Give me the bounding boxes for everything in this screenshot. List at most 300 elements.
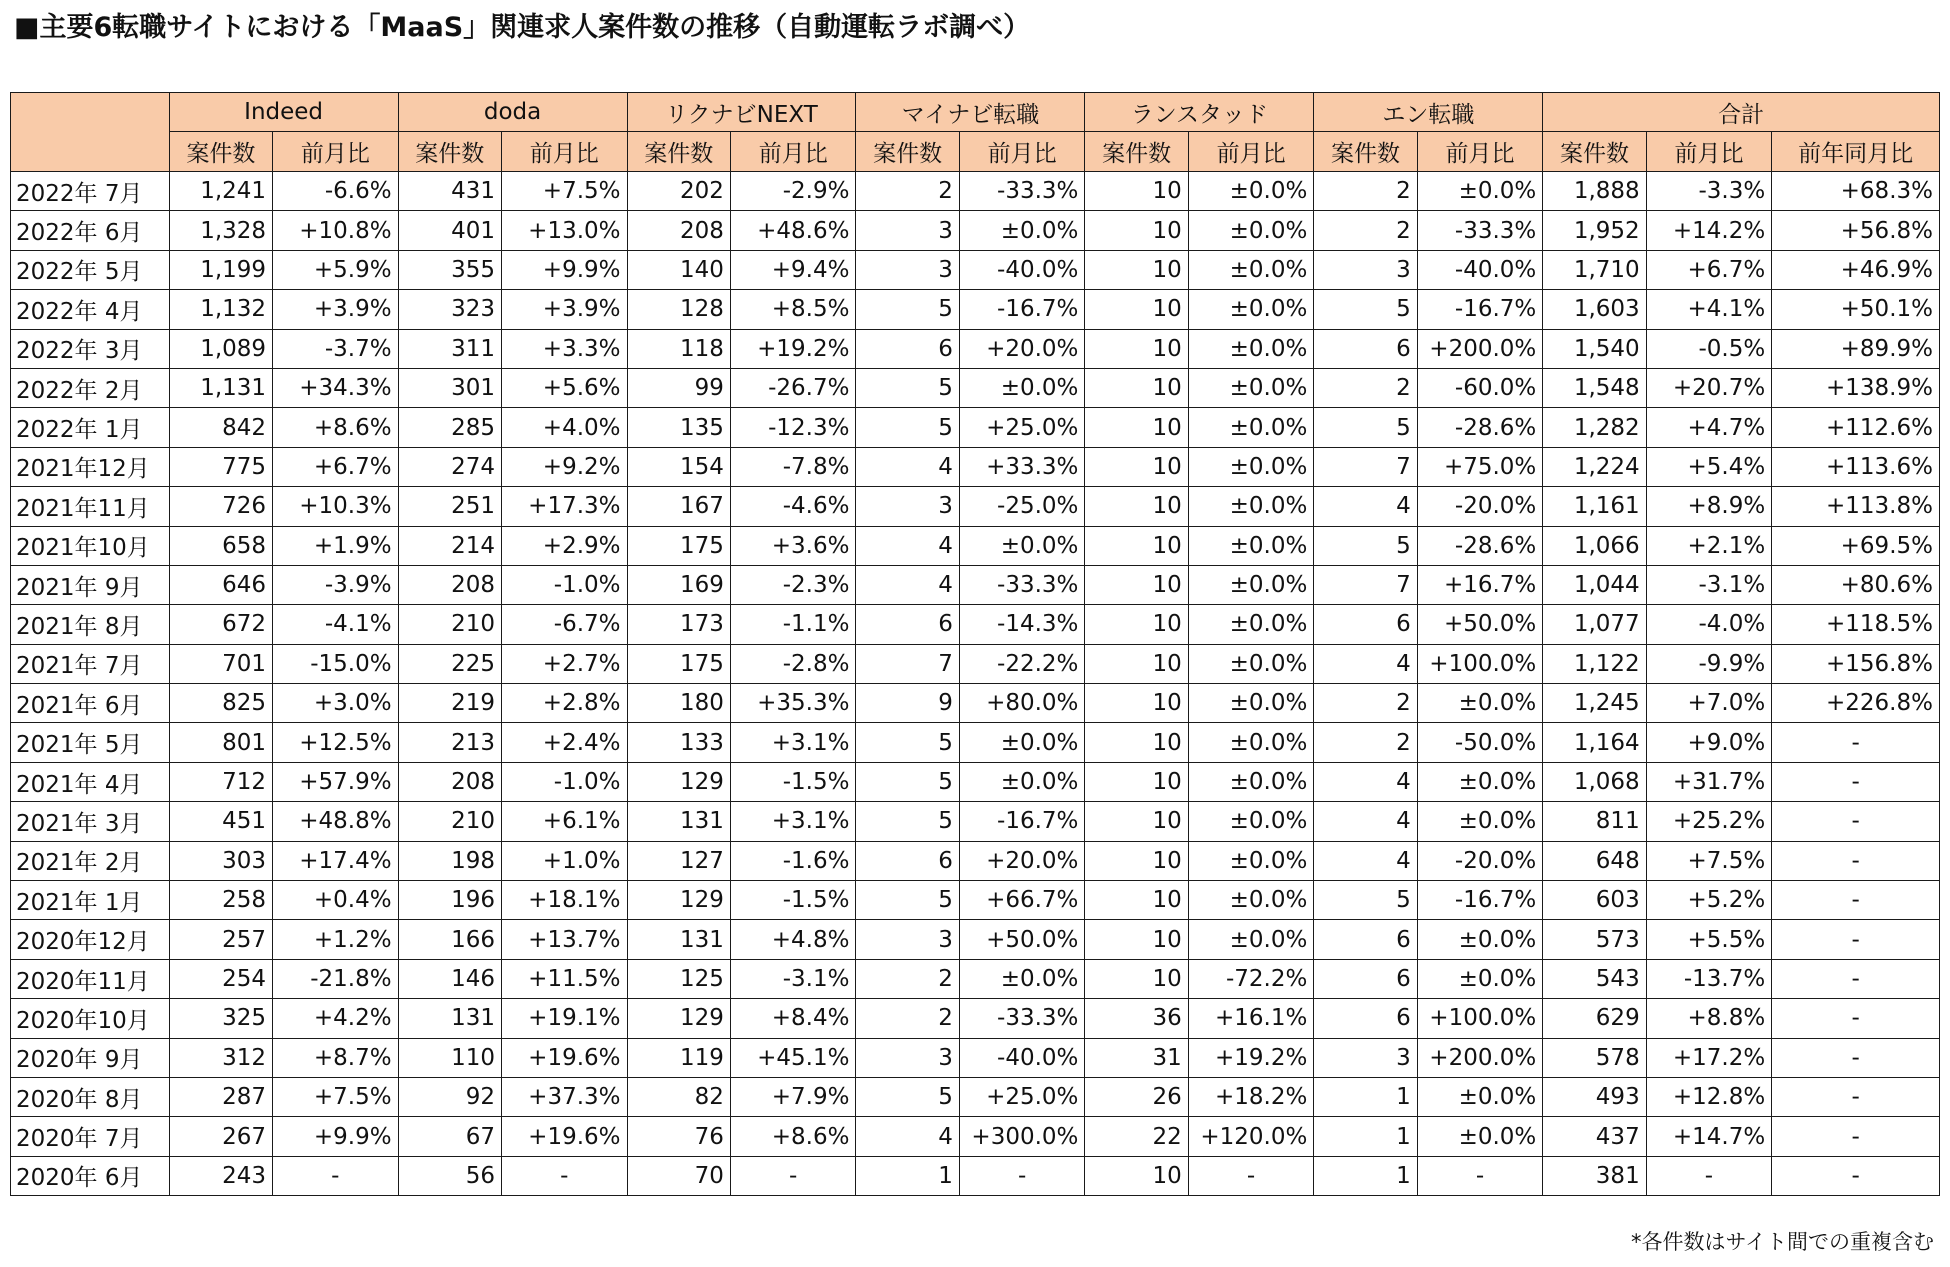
count-cell: 10 [1085,762,1188,801]
count-cell: 131 [398,999,501,1038]
count-cell: 451 [169,802,272,841]
count-cell: 5 [1314,408,1417,447]
subheader-count: 案件数 [1543,132,1646,172]
count-cell: 118 [627,329,730,368]
count-cell: 169 [627,565,730,604]
yoy-cell: +56.8% [1772,211,1940,250]
mom-cell: +17.2% [1646,1038,1772,1077]
mom-cell: ±0.0% [1188,250,1314,289]
mom-cell: ±0.0% [1188,211,1314,250]
count-cell: 2 [1314,211,1417,250]
month-cell: 2021年11月 [11,487,170,526]
footnote: *各件数はサイト間での重複含む [1630,1230,1934,1254]
subheader-mom: 前月比 [1417,132,1543,172]
mom-cell: - [502,1156,628,1195]
table-row [11,1117,1940,1156]
yoy-cell: - [1772,881,1940,920]
table-row [11,881,1940,920]
count-cell: 10 [1085,802,1188,841]
mom-cell: ±0.0% [1417,959,1543,998]
count-cell: 175 [627,644,730,683]
count-cell: 4 [1314,487,1417,526]
mom-cell: +9.0% [1646,723,1772,762]
month-cell: 2020年 6月 [11,1156,170,1195]
count-cell: 56 [398,1156,501,1195]
count-cell: 10 [1085,447,1188,486]
yoy-cell: - [1772,959,1940,998]
count-cell: 1,952 [1543,211,1646,250]
count-cell: 1,603 [1543,290,1646,329]
yoy-cell: +68.3% [1772,172,1940,211]
count-cell: 6 [1314,920,1417,959]
month-cell: 2022年 2月 [11,368,170,407]
mom-cell: +31.7% [1646,762,1772,801]
count-cell: 125 [627,959,730,998]
subheader-count: 案件数 [1314,132,1417,172]
mom-cell: ±0.0% [1188,290,1314,329]
count-cell: 10 [1085,172,1188,211]
month-cell: 2021年 3月 [11,802,170,841]
yoy-cell: - [1772,1156,1940,1195]
mom-cell: +20.0% [959,329,1085,368]
mom-cell: ±0.0% [1188,329,1314,368]
count-cell: 1,245 [1543,684,1646,723]
mom-cell: ±0.0% [959,211,1085,250]
count-cell: 70 [627,1156,730,1195]
count-cell: 775 [169,447,272,486]
mom-cell: -2.9% [730,172,856,211]
mom-cell: +1.9% [273,526,399,565]
subheader-count: 案件数 [169,132,272,172]
mom-cell: +4.7% [1646,408,1772,447]
count-cell: 5 [856,368,959,407]
mom-cell: +35.3% [730,684,856,723]
count-cell: 173 [627,605,730,644]
count-cell: 1,044 [1543,565,1646,604]
mom-cell: -40.0% [959,1038,1085,1077]
mom-cell: ±0.0% [1188,526,1314,565]
month-cell: 2021年 7月 [11,644,170,683]
count-cell: 10 [1085,408,1188,447]
count-cell: 133 [627,723,730,762]
mom-cell: ±0.0% [959,959,1085,998]
mom-cell: -7.8% [730,447,856,486]
count-cell: 4 [1314,841,1417,880]
count-cell: 3 [856,250,959,289]
count-cell: 312 [169,1038,272,1077]
mom-cell: -60.0% [1417,368,1543,407]
yoy-cell: +138.9% [1772,368,1940,407]
yoy-cell: +118.5% [1772,605,1940,644]
mom-cell: +18.2% [1188,1077,1314,1116]
mom-cell: +2.1% [1646,526,1772,565]
table-row [11,1156,1940,1195]
count-cell: 3 [856,211,959,250]
count-cell: 493 [1543,1077,1646,1116]
mom-cell: ±0.0% [1188,684,1314,723]
mom-cell: +5.5% [1646,920,1772,959]
mom-cell: +8.9% [1646,487,1772,526]
count-cell: 287 [169,1077,272,1116]
count-cell: 573 [1543,920,1646,959]
subheader-count: 案件数 [627,132,730,172]
month-cell: 2022年 4月 [11,290,170,329]
count-cell: 1,089 [169,329,272,368]
count-cell: 603 [1543,881,1646,920]
mom-cell: ±0.0% [1417,684,1543,723]
mom-cell: -16.7% [1417,290,1543,329]
mom-cell: -33.3% [959,172,1085,211]
mom-cell: -2.3% [730,565,856,604]
count-cell: 303 [169,841,272,880]
month-cell: 2021年 1月 [11,881,170,920]
job-postings-table [10,92,1940,1196]
count-cell: 10 [1085,211,1188,250]
mom-cell: -1.0% [502,565,628,604]
subheader-yoy: 前年同月比 [1772,132,1940,172]
count-cell: 578 [1543,1038,1646,1077]
count-cell: 208 [627,211,730,250]
table-row [11,211,1940,250]
count-cell: 5 [856,881,959,920]
mom-cell: +10.8% [273,211,399,250]
count-cell: 128 [627,290,730,329]
count-cell: 1 [856,1156,959,1195]
mom-cell: +80.0% [959,684,1085,723]
mom-cell: +10.3% [273,487,399,526]
mom-cell: ±0.0% [1188,487,1314,526]
count-cell: 4 [856,526,959,565]
month-cell: 2021年 9月 [11,565,170,604]
count-cell: 10 [1085,841,1188,880]
count-cell: 10 [1085,881,1188,920]
mom-cell: +37.3% [502,1077,628,1116]
mom-cell: +7.5% [273,1077,399,1116]
count-cell: 267 [169,1117,272,1156]
count-cell: 196 [398,881,501,920]
yoy-cell: - [1772,762,1940,801]
count-cell: 258 [169,881,272,920]
count-cell: 10 [1085,250,1188,289]
count-cell: 129 [627,881,730,920]
mom-cell: +11.5% [502,959,628,998]
mom-cell: +20.0% [959,841,1085,880]
count-cell: 6 [856,605,959,644]
table-row [11,802,1940,841]
yoy-cell: +89.9% [1772,329,1940,368]
count-cell: 198 [398,841,501,880]
count-cell: 208 [398,565,501,604]
table-row [11,565,1940,604]
count-cell: 6 [856,329,959,368]
mom-cell: ±0.0% [959,762,1085,801]
count-cell: 629 [1543,999,1646,1038]
yoy-cell: +80.6% [1772,565,1940,604]
table-row [11,368,1940,407]
mom-cell: +0.4% [273,881,399,920]
count-cell: 1,224 [1543,447,1646,486]
yoy-cell: +50.1% [1772,290,1940,329]
mom-cell: -1.6% [730,841,856,880]
mom-cell: +20.7% [1646,368,1772,407]
yoy-cell: +156.8% [1772,644,1940,683]
count-cell: 7 [856,644,959,683]
mom-cell: +3.6% [730,526,856,565]
mom-cell: +45.1% [730,1038,856,1077]
count-cell: 285 [398,408,501,447]
count-cell: 26 [1085,1077,1188,1116]
mom-cell: +17.3% [502,487,628,526]
count-cell: 4 [856,565,959,604]
count-cell: 10 [1085,565,1188,604]
count-cell: 2 [1314,684,1417,723]
count-cell: 401 [398,211,501,250]
yoy-cell: - [1772,1077,1940,1116]
yoy-cell: +46.9% [1772,250,1940,289]
mom-cell: +4.8% [730,920,856,959]
mom-cell: +3.1% [730,802,856,841]
mom-cell: +9.4% [730,250,856,289]
mom-cell: -3.1% [1646,565,1772,604]
mom-cell: +3.9% [502,290,628,329]
count-cell: 10 [1085,644,1188,683]
mom-cell: ±0.0% [959,368,1085,407]
mom-cell: -16.7% [959,290,1085,329]
count-cell: 6 [1314,605,1417,644]
mom-cell: +19.1% [502,999,628,1038]
site-header-doda: doda [398,93,627,132]
count-cell: 5 [856,408,959,447]
table-row [11,762,1940,801]
yoy-cell: +113.8% [1772,487,1940,526]
month-cell: 2021年 2月 [11,841,170,880]
subheader-row [11,132,1940,172]
count-cell: 1,548 [1543,368,1646,407]
mom-cell: -20.0% [1417,487,1543,526]
mom-cell: +3.0% [273,684,399,723]
mom-cell: -9.9% [1646,644,1772,683]
count-cell: 801 [169,723,272,762]
count-cell: 243 [169,1156,272,1195]
mom-cell: +4.2% [273,999,399,1038]
month-cell: 2022年 7月 [11,172,170,211]
count-cell: 3 [856,920,959,959]
mom-cell: -3.1% [730,959,856,998]
mom-cell: +5.2% [1646,881,1772,920]
count-cell: 10 [1085,329,1188,368]
count-cell: 254 [169,959,272,998]
count-cell: 1,328 [169,211,272,250]
mom-cell: - [1188,1156,1314,1195]
count-cell: 1,068 [1543,762,1646,801]
month-cell: 2020年 9月 [11,1038,170,1077]
mom-cell: +50.0% [959,920,1085,959]
yoy-cell: - [1772,920,1940,959]
count-cell: 4 [856,1117,959,1156]
yoy-cell: - [1772,999,1940,1038]
count-cell: 1 [1314,1117,1417,1156]
mom-cell: +12.8% [1646,1077,1772,1116]
count-cell: 1,131 [169,368,272,407]
count-cell: 1,077 [1543,605,1646,644]
mom-cell: +200.0% [1417,1038,1543,1077]
month-cell: 2022年 5月 [11,250,170,289]
count-cell: 701 [169,644,272,683]
mom-cell: - [1646,1156,1772,1195]
count-cell: 131 [627,802,730,841]
mom-cell: +75.0% [1417,447,1543,486]
month-cell: 2020年12月 [11,920,170,959]
mom-cell: -20.0% [1417,841,1543,880]
mom-cell: -1.1% [730,605,856,644]
mom-cell: ±0.0% [1188,172,1314,211]
mom-cell: +8.6% [730,1117,856,1156]
mom-cell: -50.0% [1417,723,1543,762]
subheader-count: 案件数 [1085,132,1188,172]
mom-cell: -1.5% [730,762,856,801]
yoy-cell: - [1772,1117,1940,1156]
mom-cell: -33.3% [1417,211,1543,250]
count-cell: 7 [1314,565,1417,604]
mom-cell: -2.8% [730,644,856,683]
mom-cell: -72.2% [1188,959,1314,998]
count-cell: 2 [856,999,959,1038]
month-cell: 2020年 7月 [11,1117,170,1156]
count-cell: 208 [398,762,501,801]
mom-cell: -3.7% [273,329,399,368]
mom-cell: +19.2% [1188,1038,1314,1077]
mom-cell: +5.4% [1646,447,1772,486]
mom-cell: +7.9% [730,1077,856,1116]
mom-cell: +100.0% [1417,644,1543,683]
mom-cell: +120.0% [1188,1117,1314,1156]
count-cell: 5 [856,762,959,801]
count-cell: 3 [856,1038,959,1077]
count-cell: 257 [169,920,272,959]
mom-cell: +2.4% [502,723,628,762]
count-cell: 1,122 [1543,644,1646,683]
table-row [11,1077,1940,1116]
mom-cell: +18.1% [502,881,628,920]
mom-cell: ±0.0% [1417,1117,1543,1156]
mom-cell: +4.0% [502,408,628,447]
count-cell: 1,199 [169,250,272,289]
mom-cell: +6.7% [1646,250,1772,289]
count-cell: 6 [1314,959,1417,998]
site-header-randstad: ランスタッド [1085,93,1314,132]
mom-cell: +33.3% [959,447,1085,486]
site-header-total: 合計 [1543,93,1940,132]
count-cell: 22 [1085,1117,1188,1156]
count-cell: 154 [627,447,730,486]
mom-cell: -25.0% [959,487,1085,526]
mom-cell: -6.6% [273,172,399,211]
count-cell: 219 [398,684,501,723]
count-cell: 325 [169,999,272,1038]
mom-cell: ±0.0% [1188,408,1314,447]
mom-cell: -1.0% [502,762,628,801]
mom-cell: +13.7% [502,920,628,959]
count-cell: 3 [1314,250,1417,289]
mom-cell: -15.0% [273,644,399,683]
month-cell: 2022年 1月 [11,408,170,447]
mom-cell: - [1417,1156,1543,1195]
table-row [11,841,1940,880]
count-cell: 1,540 [1543,329,1646,368]
mom-cell: -40.0% [1417,250,1543,289]
count-cell: 4 [1314,762,1417,801]
count-cell: 140 [627,250,730,289]
mom-cell: ±0.0% [1188,762,1314,801]
mom-cell: +200.0% [1417,329,1543,368]
mom-cell: ±0.0% [959,723,1085,762]
mom-cell: +6.7% [273,447,399,486]
mom-cell: +9.9% [502,250,628,289]
yoy-cell: +69.5% [1772,526,1940,565]
mom-cell: +50.0% [1417,605,1543,644]
yoy-cell: +112.6% [1772,408,1940,447]
count-cell: 210 [398,802,501,841]
mom-cell: +17.4% [273,841,399,880]
mom-cell: +8.6% [273,408,399,447]
count-cell: 214 [398,526,501,565]
subheader-mom: 前月比 [959,132,1085,172]
month-cell: 2021年 6月 [11,684,170,723]
count-cell: 10 [1085,684,1188,723]
mom-cell: ±0.0% [959,526,1085,565]
count-cell: 5 [856,802,959,841]
mom-cell: -13.7% [1646,959,1772,998]
count-cell: 5 [856,723,959,762]
mom-cell: ±0.0% [1417,762,1543,801]
count-cell: 1,161 [1543,487,1646,526]
mom-cell: +19.6% [502,1038,628,1077]
mom-cell: -40.0% [959,250,1085,289]
month-cell: 2022年 3月 [11,329,170,368]
count-cell: 381 [1543,1156,1646,1195]
mom-cell: +16.1% [1188,999,1314,1038]
count-cell: 1,164 [1543,723,1646,762]
mom-cell: +8.7% [273,1038,399,1077]
count-cell: 726 [169,487,272,526]
count-cell: 10 [1085,368,1188,407]
subheader-mom: 前月比 [1646,132,1772,172]
mom-cell: +34.3% [273,368,399,407]
month-cell: 2022年 6月 [11,211,170,250]
count-cell: 6 [1314,329,1417,368]
count-cell: 119 [627,1038,730,1077]
mom-cell: +25.0% [959,1077,1085,1116]
mom-cell: +300.0% [959,1117,1085,1156]
count-cell: 7 [1314,447,1417,486]
count-cell: 646 [169,565,272,604]
table-row [11,447,1940,486]
mom-cell: ±0.0% [1417,1077,1543,1116]
count-cell: 10 [1085,526,1188,565]
yoy-cell: +226.8% [1772,684,1940,723]
mom-cell: +7.5% [1646,841,1772,880]
count-cell: 135 [627,408,730,447]
mom-cell: +66.7% [959,881,1085,920]
count-cell: 323 [398,290,501,329]
count-cell: 3 [1314,1038,1417,1077]
mom-cell: - [273,1156,399,1195]
mom-cell: +5.6% [502,368,628,407]
count-cell: 110 [398,1038,501,1077]
count-cell: 3 [856,487,959,526]
mom-cell: -1.5% [730,881,856,920]
mom-cell: -14.3% [959,605,1085,644]
